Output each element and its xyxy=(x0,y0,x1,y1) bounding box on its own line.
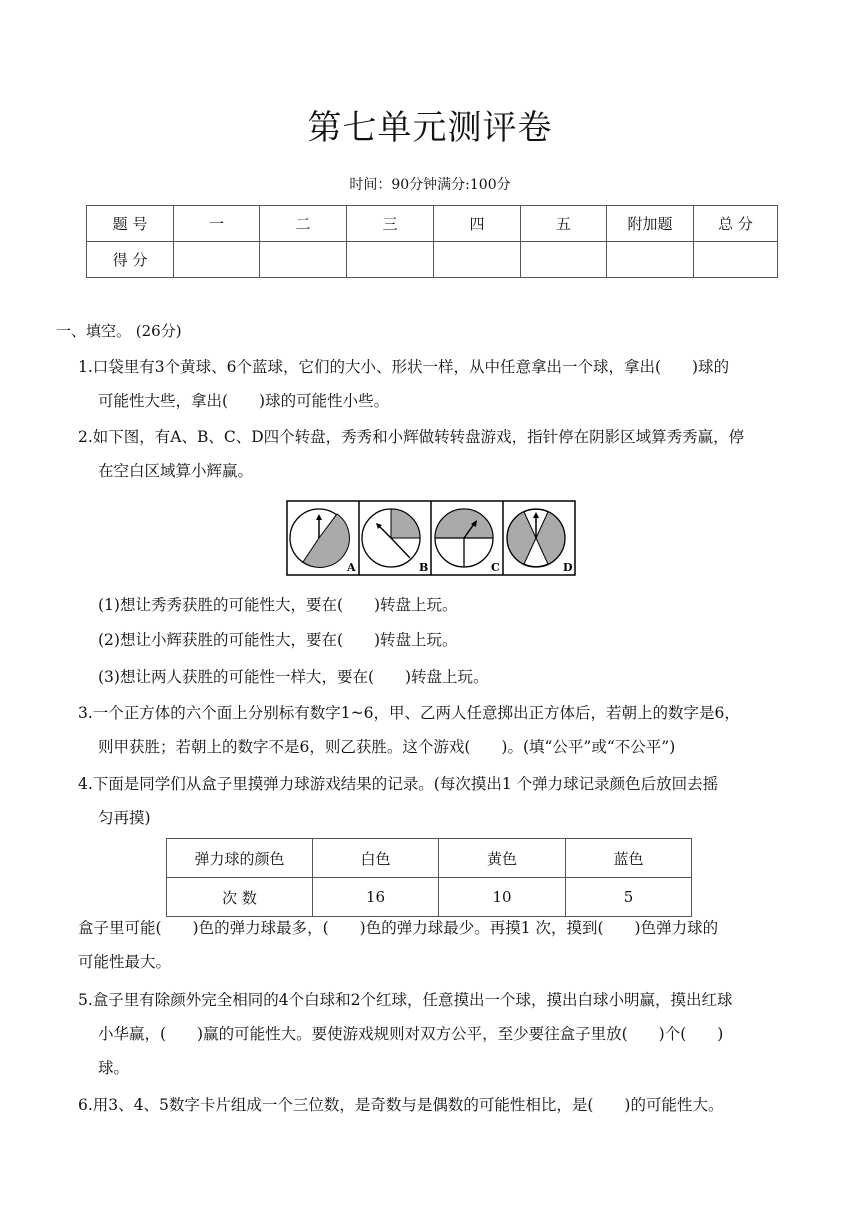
ball-row-label: 次 数 xyxy=(167,878,313,917)
table-row xyxy=(87,206,778,242)
score-cell xyxy=(607,242,694,278)
ball-count-white: 16 xyxy=(313,878,439,917)
question-5 xyxy=(78,983,810,1085)
score-header-4: 四 xyxy=(434,206,521,242)
spinner-d xyxy=(507,509,573,574)
question-2-sub-1: (1)想让秀秀获胜的可能性大，要在( )转盘上玩。 xyxy=(98,596,458,614)
exam-time-info: 时间：90分钟满分:100分 xyxy=(349,177,511,193)
score-header-1: 一 xyxy=(174,206,260,242)
score-row-label: 得 分 xyxy=(87,242,174,278)
question-line: 小华赢，( )赢的可能性大。要使游戏规则对双方公平，至少要往盒子里放( )个( ) xyxy=(98,1025,724,1043)
question-line: 3.一个正方体的六个面上分别标有数字1~6，甲、乙两人任意掷出正方体后，若朝上的数字是6， xyxy=(78,704,740,722)
question-2 xyxy=(78,420,810,488)
score-cell xyxy=(434,242,521,278)
spinner-label: D xyxy=(563,561,573,574)
question-line: 在空白区域算小辉赢。 xyxy=(98,462,254,480)
section-heading: 一、填空。 (26分) xyxy=(56,322,182,340)
ball-header-yellow: 黄色 xyxy=(439,839,566,878)
question-4-answer xyxy=(78,911,818,979)
question-1 xyxy=(78,350,810,418)
question-line: 1.口袋里有3个黄球、6个蓝球，它们的大小、形状一样，从中任意拿出一个球，拿出( )球的 xyxy=(78,358,730,376)
score-header-total: 总 分 xyxy=(694,206,778,242)
score-cell xyxy=(347,242,434,278)
question-2-sub-3: (3)想让两人获胜的可能性一样大，要在( )转盘上玩。 xyxy=(98,668,489,686)
question-line: 盒子里可能( )色的弹力球最多，( )色的弹力球最少。再摸1 次，摸到( )色弹力球的 xyxy=(78,919,719,937)
spinner-figure xyxy=(286,500,576,576)
score-header-2: 二 xyxy=(260,206,347,242)
question-4 xyxy=(78,767,810,835)
spinner-a xyxy=(290,509,356,574)
spinner-c xyxy=(435,509,500,574)
score-header-extra: 附加题 xyxy=(607,206,694,242)
spinner-label: B xyxy=(419,561,429,574)
ball-count-blue: 5 xyxy=(566,878,692,917)
table-row xyxy=(167,839,692,878)
page-title: 第七单元测评卷 xyxy=(307,108,553,148)
table-row xyxy=(87,242,778,278)
question-line: 2.如下图，有A、B、C、D四个转盘，秀秀和小辉做转转盘游戏，指针停在阴影区域算秀秀赢，停 xyxy=(78,428,745,446)
score-table xyxy=(86,205,778,278)
question-2-sub-2: (2)想让小辉获胜的可能性大，要在( )转盘上玩。 xyxy=(98,631,458,649)
score-cell xyxy=(694,242,778,278)
question-3 xyxy=(78,696,810,764)
ball-header-blue: 蓝色 xyxy=(566,839,692,878)
question-line: 球。 xyxy=(98,1059,130,1077)
ball-header-label: 弹力球的颜色 xyxy=(167,839,313,878)
score-cell xyxy=(521,242,607,278)
spinner-b xyxy=(362,509,428,574)
question-line: 4.下面是同学们从盒子里摸弹力球游戏结果的记录。(每次摸出1 个弹力球记录颜色后放回去摇 xyxy=(78,775,719,793)
score-cell xyxy=(260,242,347,278)
question-line: 匀再摸) xyxy=(98,809,151,827)
question-6: 6.用3、4、5数字卡片组成一个三位数，是奇数与是偶数的可能性相比，是( )的可能性大。 xyxy=(78,1096,724,1114)
score-header-3: 三 xyxy=(347,206,434,242)
ball-record-table xyxy=(166,838,692,917)
score-header-5: 五 xyxy=(521,206,607,242)
ball-header-white: 白色 xyxy=(313,839,439,878)
score-header-label: 题 号 xyxy=(87,206,174,242)
question-line: 5.盒子里有除颜外完全相同的4个白球和2个红球，任意摸出一个球，摸出白球小明赢，摸出红球 xyxy=(78,991,733,1009)
ball-count-yellow: 10 xyxy=(439,878,566,917)
score-cell xyxy=(174,242,260,278)
question-line: 可能性大些，拿出( )球的可能性小些。 xyxy=(98,392,390,410)
question-line: 则甲获胜；若朝上的数字不是6，则乙获胜。这个游戏( )。(填“公平”或“不公平”) xyxy=(98,738,676,756)
spinner-label: C xyxy=(491,561,500,574)
spinner-label: A xyxy=(347,561,356,574)
question-line: 可能性最大。 xyxy=(78,953,172,971)
